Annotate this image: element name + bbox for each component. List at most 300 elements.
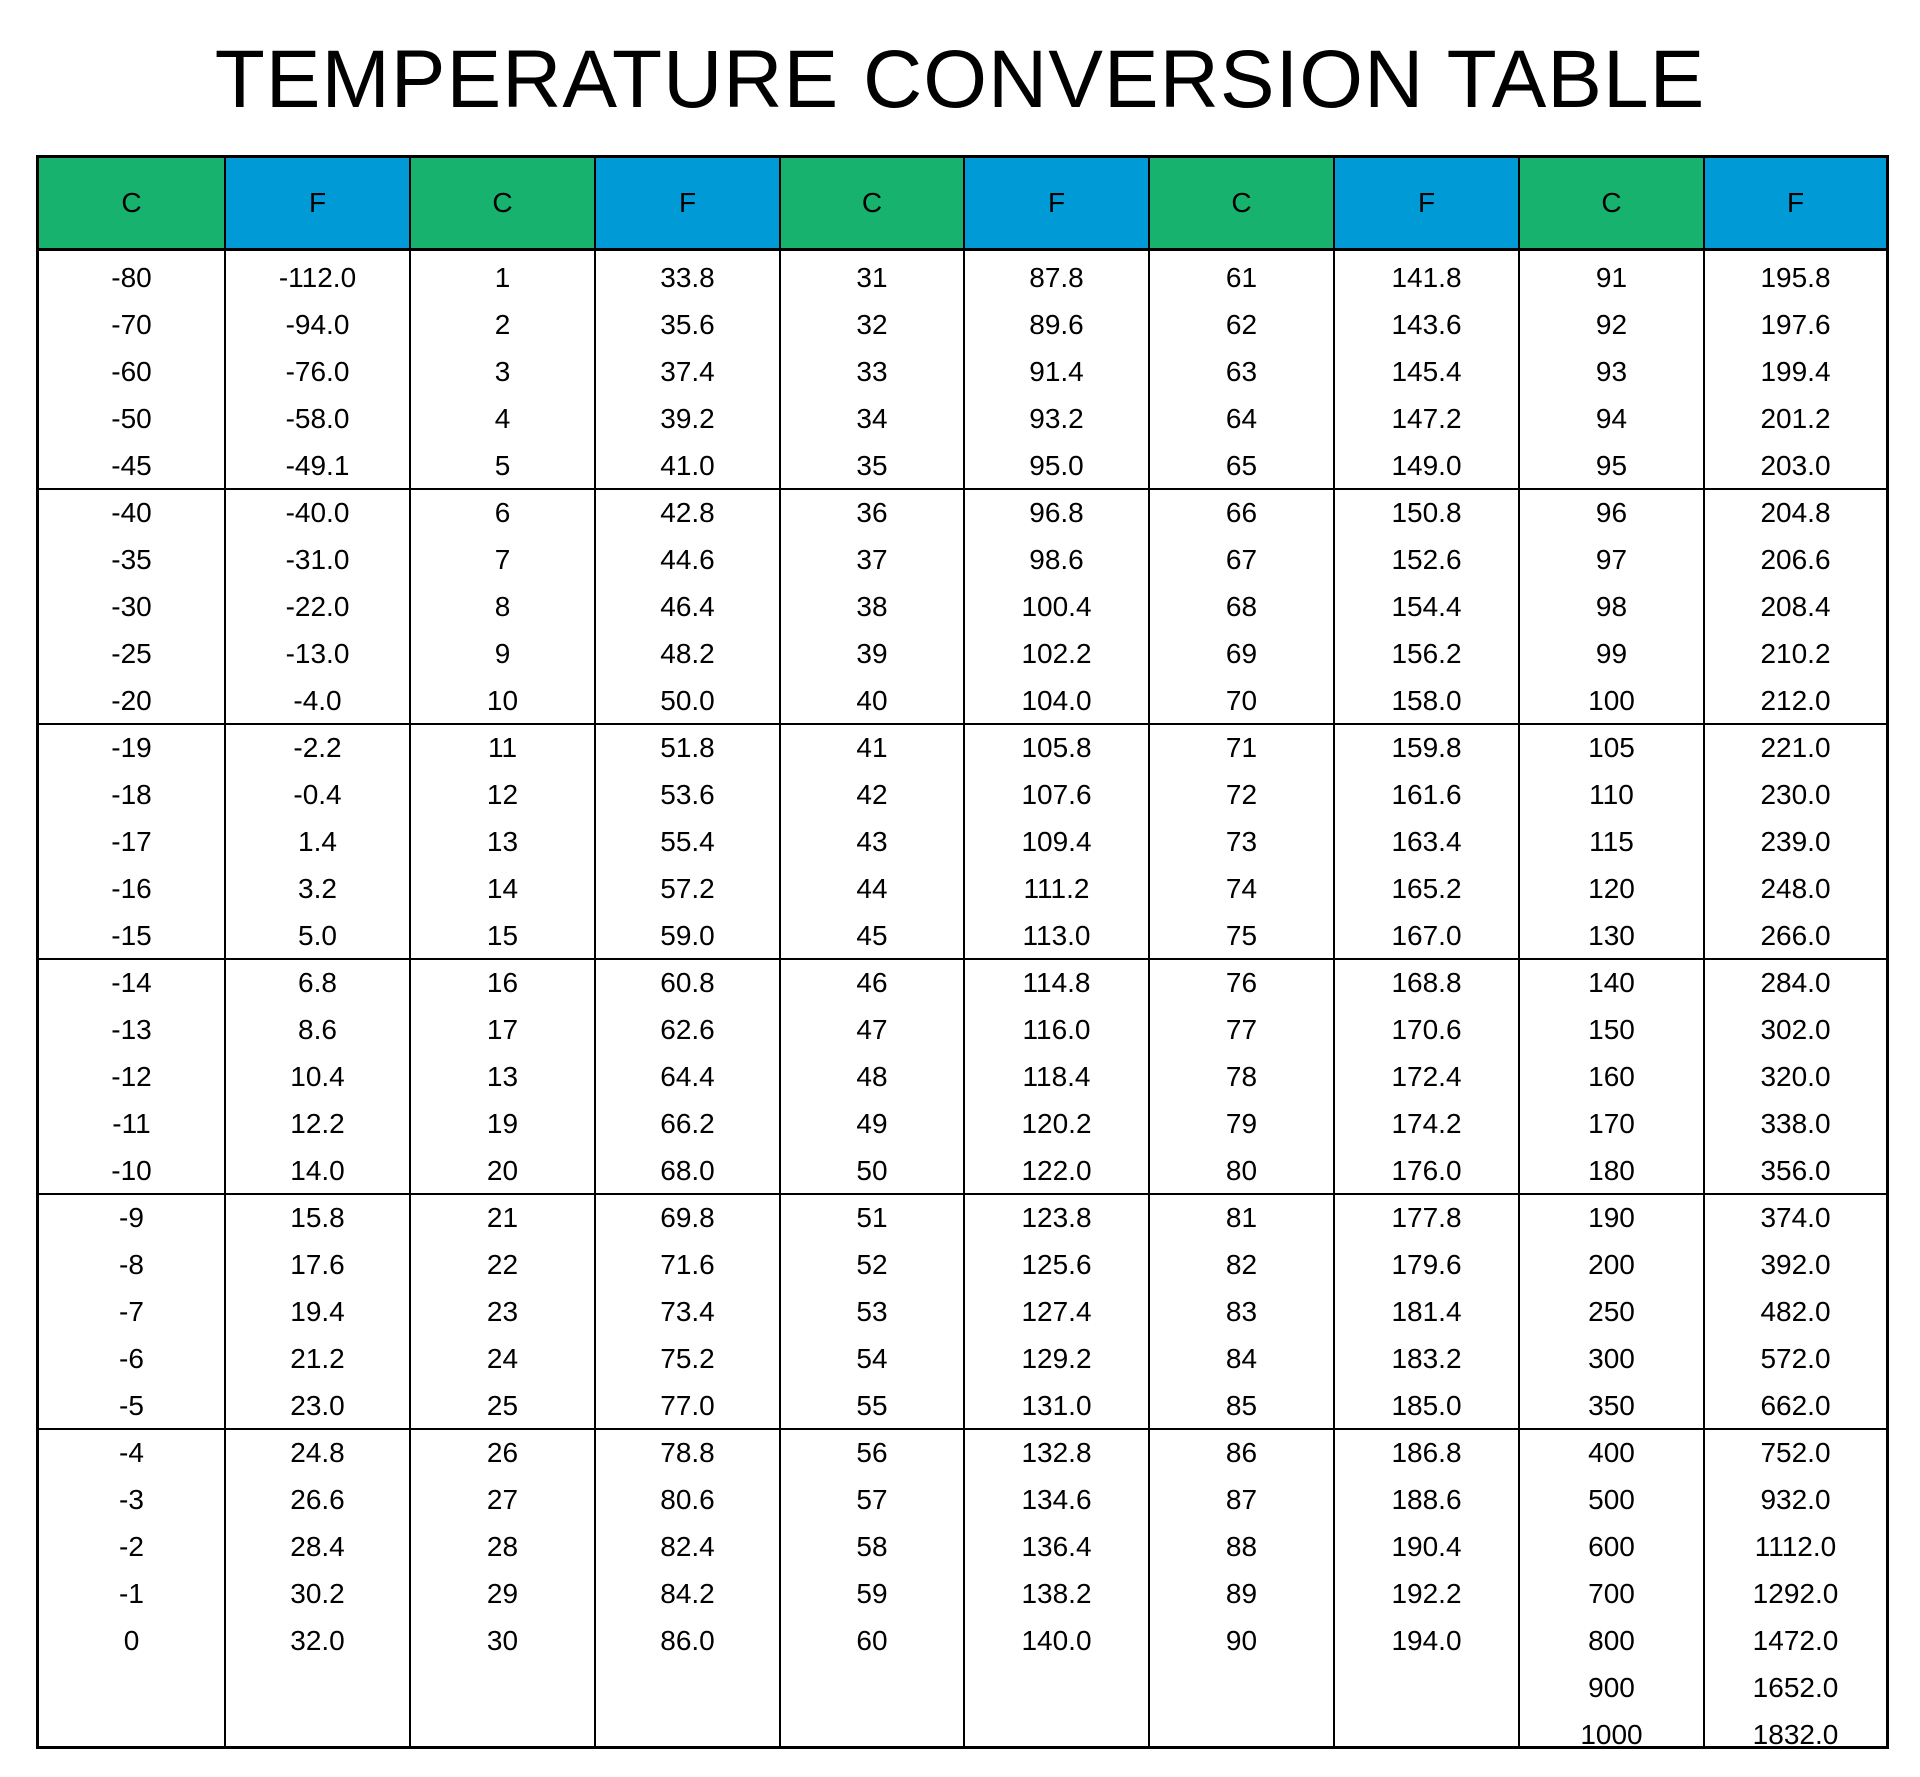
table-cell: 125.6 [1021, 1248, 1092, 1280]
table-cell: 62.6 [660, 1013, 715, 1045]
table-cell: 66.2 [660, 1107, 715, 1139]
table-cell: 27 [486, 1483, 519, 1515]
table-cell: 113.0 [1022, 919, 1091, 951]
table-cell: 1472.0 [1752, 1624, 1839, 1656]
table-cell: 239.0 [1760, 825, 1831, 857]
table-cell: 78 [1225, 1060, 1258, 1092]
table-cell: 160 [1588, 1060, 1635, 1092]
table-cell: -8 [119, 1248, 144, 1280]
table-cell: 180 [1588, 1154, 1635, 1186]
table-cell: 0 [123, 1624, 140, 1656]
table-cell [226, 1711, 409, 1758]
table-cell: 96 [1595, 496, 1628, 528]
table-cell: 19 [486, 1107, 519, 1139]
table-cell: 37.4 [660, 355, 715, 387]
table-cell: -94.0 [285, 308, 350, 340]
table-cell: 190.4 [1391, 1530, 1462, 1562]
table-cell: 1292.0 [1752, 1577, 1839, 1609]
table-cell: 32 [856, 308, 888, 340]
table-cell: 111.2 [1023, 872, 1090, 904]
table-cell: 53 [856, 1295, 888, 1327]
table-cell: 91 [1595, 261, 1628, 293]
table-cell: 66 [1225, 496, 1258, 528]
table-cell: 115 [1589, 825, 1634, 857]
table-cell: 84 [1225, 1342, 1258, 1374]
table-cell: 75.2 [660, 1342, 715, 1374]
table-cell: 47 [856, 1013, 888, 1045]
table-cell: 25 [486, 1389, 519, 1421]
table-cell: 50.0 [660, 684, 715, 716]
row-group-divider [39, 488, 1886, 490]
table-cell: 88 [1225, 1530, 1258, 1562]
table-cell: 60.8 [660, 966, 715, 998]
table-cell: 89.6 [1029, 308, 1084, 340]
table-cell: 64 [1225, 402, 1258, 434]
table-cell: 200 [1588, 1248, 1635, 1280]
row-group-divider [39, 1193, 1886, 1195]
table-cell: 46.4 [660, 590, 715, 622]
table-cell: 7 [494, 543, 511, 575]
table-cell: -20 [111, 684, 152, 716]
table-cell: 46 [856, 966, 888, 998]
table-cell: -112.0 [278, 261, 357, 293]
table-cell: 98.6 [1029, 543, 1084, 575]
table-cell: 350 [1588, 1389, 1635, 1421]
table-cell: 57 [856, 1483, 888, 1515]
table-cell: 116.0 [1022, 1013, 1091, 1045]
table-cell: 50 [856, 1154, 888, 1186]
table-cell: 167.0 [1391, 919, 1462, 951]
table-cell: 99 [1595, 637, 1628, 669]
table-cell: 89 [1225, 1577, 1258, 1609]
table-cell: 97 [1595, 543, 1628, 575]
table-cell: 212.0 [1760, 684, 1831, 716]
table-cell: 302.0 [1760, 1013, 1831, 1045]
table-cell: 154.4 [1391, 590, 1462, 622]
table-cell: 172.4 [1391, 1060, 1462, 1092]
table-cell: 43 [856, 825, 888, 857]
table-cell: 181.4 [1391, 1295, 1462, 1327]
table-cell: 82.4 [660, 1530, 715, 1562]
table-cell: 48 [856, 1060, 888, 1092]
table-cell: 28 [486, 1530, 519, 1562]
table-cell: 662.0 [1760, 1389, 1831, 1421]
table-column-celsius [39, 158, 224, 1746]
table-cell: 58 [856, 1530, 888, 1562]
table-cell: -13 [111, 1013, 152, 1045]
table-cell: 500 [1588, 1483, 1635, 1515]
table-cell: 34 [856, 402, 888, 434]
table-cell: 14 [486, 872, 519, 904]
table-cell: 78.8 [660, 1436, 715, 1468]
table-cell [226, 1664, 409, 1711]
table-cell: 15.8 [290, 1201, 345, 1233]
table-cell: 320.0 [1760, 1060, 1831, 1092]
table-cell: 60 [856, 1624, 888, 1656]
table-cell: 17 [486, 1013, 519, 1045]
table-cell: 12 [486, 778, 519, 810]
table-cell: 752.0 [1760, 1436, 1831, 1468]
table-column-celsius [779, 158, 963, 1746]
table-cell: 24 [486, 1342, 519, 1374]
table-cell: 6.8 [298, 966, 337, 998]
table-cell: 8.6 [298, 1013, 337, 1045]
table-cell: -19 [111, 731, 152, 763]
table-cell: -1 [119, 1577, 144, 1609]
table-cell: 92 [1595, 308, 1628, 340]
table-cell: 96.8 [1029, 496, 1084, 528]
column-header-celsius: C [781, 158, 963, 251]
table-cell: 800 [1588, 1624, 1635, 1656]
row-group-divider [39, 1428, 1886, 1430]
table-cell: 71.6 [660, 1248, 715, 1280]
table-cell: 110 [1589, 778, 1634, 810]
table-cell: -12 [111, 1060, 152, 1092]
column-header-celsius: C [1520, 158, 1703, 251]
table-cell: 51 [856, 1201, 888, 1233]
table-cell: 163.4 [1391, 825, 1462, 857]
table-cell: 177.8 [1391, 1201, 1462, 1233]
table-cell: 168.8 [1391, 966, 1462, 998]
table-cell: 1 [494, 261, 511, 293]
table-cell: 73 [1225, 825, 1258, 857]
table-cell: 37 [856, 543, 888, 575]
table-cell: 75 [1225, 919, 1258, 951]
table-cell: 95.0 [1029, 449, 1084, 481]
table-cell: 179.6 [1391, 1248, 1462, 1280]
table-cell: 5.0 [298, 919, 337, 951]
table-cell: -10 [111, 1154, 152, 1186]
table-cell: 21 [486, 1201, 519, 1233]
table-cell: 100.4 [1021, 590, 1092, 622]
table-cell: 63 [1225, 355, 1258, 387]
table-cell [1150, 1711, 1333, 1758]
table-cell: -60 [111, 355, 152, 387]
table-cell: 150.8 [1391, 496, 1462, 528]
table-cell: -35 [111, 543, 152, 575]
table-cell: 206.6 [1760, 543, 1831, 575]
table-cell: 2 [494, 308, 511, 340]
row-group-divider [39, 958, 1886, 960]
table-cell: 210.2 [1760, 637, 1831, 669]
table-cell: 230.0 [1760, 778, 1831, 810]
table-cell [781, 1711, 963, 1758]
table-cell: 41.0 [660, 449, 715, 481]
table-cell: 1652.0 [1752, 1671, 1839, 1703]
table-cell: 4 [494, 402, 511, 434]
table-cell: 55.4 [660, 825, 715, 857]
table-cell: 13 [486, 1060, 519, 1092]
table-cell: 134.6 [1021, 1483, 1092, 1515]
column-header-celsius: C [39, 158, 224, 251]
table-cell: 40 [856, 684, 888, 716]
table-cell: 12.2 [290, 1107, 345, 1139]
table-cell: 147.2 [1391, 402, 1462, 434]
page-title: TEMPERATURE CONVERSION TABLE [214, 34, 1706, 125]
table-cell [965, 1711, 1148, 1758]
table-cell: 145.4 [1391, 355, 1462, 387]
table-cell: 11 [487, 731, 518, 763]
table-cell: 65 [1225, 449, 1258, 481]
table-cell: 35 [856, 449, 888, 481]
table-cell: 51.8 [660, 731, 715, 763]
table-cell [596, 1664, 779, 1711]
table-cell: -14 [111, 966, 152, 998]
table-cell: 129.2 [1021, 1342, 1092, 1374]
table-cell: 600 [1588, 1530, 1635, 1562]
table-cell: 400 [1588, 1436, 1635, 1468]
table-cell: 338.0 [1760, 1107, 1831, 1139]
table-cell: 192.2 [1391, 1577, 1462, 1609]
table-cell: 38 [856, 590, 888, 622]
table-cell: 374.0 [1760, 1201, 1831, 1233]
table-cell: -0.4 [293, 778, 342, 810]
table-cell: 69 [1225, 637, 1258, 669]
table-cell: 284.0 [1760, 966, 1831, 998]
table-cell: -4 [119, 1436, 144, 1468]
table-cell: 24.8 [290, 1436, 345, 1468]
table-cell: 188.6 [1391, 1483, 1462, 1515]
table-cell: 44 [856, 872, 888, 904]
table-cell: 13 [486, 825, 519, 857]
table-cell: 26 [486, 1436, 519, 1468]
table-cell: 132.8 [1021, 1436, 1092, 1468]
table-cell: 190 [1588, 1201, 1635, 1233]
table-cell: 49 [856, 1107, 888, 1139]
table-cell: 39 [856, 637, 888, 669]
table-cell [781, 1664, 963, 1711]
table-cell: 114.8 [1022, 966, 1091, 998]
table-cell: 170.6 [1391, 1013, 1462, 1045]
table-cell: 104.0 [1021, 684, 1092, 716]
table-cell: 73.4 [660, 1295, 715, 1327]
table-cell: 141.8 [1391, 261, 1462, 293]
table-cell: 76 [1225, 966, 1258, 998]
table-cell: 22 [486, 1248, 519, 1280]
table-column-celsius [1148, 158, 1333, 1746]
table-cell: 86.0 [660, 1624, 715, 1656]
table-cell: -80 [111, 261, 152, 293]
table-cell: 21.2 [290, 1342, 345, 1374]
table-cell: 93.2 [1029, 402, 1084, 434]
table-cell: 85 [1225, 1389, 1258, 1421]
table-cell: 5 [494, 449, 511, 481]
table-cell: 77 [1225, 1013, 1258, 1045]
column-header-fahrenheit: F [1705, 158, 1886, 251]
table-cell: 29 [486, 1577, 519, 1609]
table-cell: 170 [1588, 1107, 1635, 1139]
table-cell: 19.4 [290, 1295, 345, 1327]
table-cell [411, 1664, 594, 1711]
table-cell: 1112.0 [1754, 1530, 1837, 1562]
table-cell: -7 [119, 1295, 144, 1327]
table-cell: -30 [111, 590, 152, 622]
table-cell: -40.0 [285, 496, 350, 528]
table-cell: 77.0 [660, 1389, 715, 1421]
table-cell: 100 [1588, 684, 1635, 716]
row-group-divider [39, 723, 1886, 725]
table-cell: 57.2 [660, 872, 715, 904]
table-cell: 35.6 [660, 308, 715, 340]
table-cell: -4.0 [293, 684, 342, 716]
table-cell: 33 [856, 355, 888, 387]
table-cell: 20 [486, 1154, 519, 1186]
table-cell: 10.4 [290, 1060, 345, 1092]
column-header-fahrenheit: F [596, 158, 779, 251]
table-cell: 26.6 [290, 1483, 345, 1515]
table-cell: 176.0 [1391, 1154, 1462, 1186]
table-cell: 266.0 [1760, 919, 1831, 951]
table-cell: 52 [856, 1248, 888, 1280]
table-cell: 932.0 [1760, 1483, 1831, 1515]
table-cell: 81 [1225, 1201, 1258, 1233]
table-cell [1335, 1664, 1518, 1711]
table-cell [39, 1711, 224, 1758]
table-cell: 72 [1225, 778, 1258, 810]
table-cell: 159.8 [1391, 731, 1462, 763]
table-cell: -18 [111, 778, 152, 810]
table-cell: 41 [856, 731, 888, 763]
table-cell [965, 1664, 1148, 1711]
table-cell: 186.8 [1391, 1436, 1462, 1468]
table-cell: 140.0 [1021, 1624, 1092, 1656]
table-cell: 80.6 [660, 1483, 715, 1515]
table-cell: 79 [1225, 1107, 1258, 1139]
table-cell: 68 [1225, 590, 1258, 622]
table-cell: 83 [1225, 1295, 1258, 1327]
table-cell: -31.0 [285, 543, 350, 575]
table-cell: 62 [1225, 308, 1258, 340]
table-cell: 900 [1588, 1671, 1635, 1703]
column-header-fahrenheit: F [1335, 158, 1518, 251]
table-cell: 82 [1225, 1248, 1258, 1280]
table-cell: 31 [856, 261, 888, 293]
table-cell: 149.0 [1391, 449, 1462, 481]
table-cell: 59.0 [660, 919, 715, 951]
table-cell: 42 [856, 778, 888, 810]
table-cell: 14.0 [290, 1154, 345, 1186]
table-cell: 185.0 [1391, 1389, 1462, 1421]
table-cell: 93 [1595, 355, 1628, 387]
conversion-table [36, 155, 1889, 1749]
table-cell: 107.6 [1021, 778, 1092, 810]
table-cell: -2 [119, 1530, 144, 1562]
table-cell: 59 [856, 1577, 888, 1609]
table-cell: 3 [494, 355, 511, 387]
table-cell: 183.2 [1391, 1342, 1462, 1374]
table-cell: 1000 [1580, 1718, 1643, 1750]
table-cell: 392.0 [1760, 1248, 1831, 1280]
column-header-celsius: C [411, 158, 594, 251]
table-cell: 33.8 [660, 261, 715, 293]
table-cell: 248.0 [1760, 872, 1831, 904]
table-cell: 158.0 [1391, 684, 1462, 716]
table-cell [1335, 1711, 1518, 1758]
table-cell: 8 [494, 590, 511, 622]
table-cell: -25 [111, 637, 152, 669]
table-cell: 70 [1225, 684, 1258, 716]
table-column-fahrenheit [594, 158, 779, 1746]
table-cell: 32.0 [290, 1624, 345, 1656]
table-cell: -15 [111, 919, 152, 951]
column-header-fahrenheit: F [226, 158, 409, 251]
table-column-celsius [409, 158, 594, 1746]
table-cell: 71 [1225, 731, 1258, 763]
table-cell: 201.2 [1760, 402, 1831, 434]
table-cell: -70 [111, 308, 152, 340]
table-cell: 1832.0 [1752, 1718, 1839, 1750]
table-cell: -6 [119, 1342, 144, 1374]
table-cell: 90 [1225, 1624, 1258, 1656]
table-cell: 131.0 [1021, 1389, 1092, 1421]
table-cell: 165.2 [1391, 872, 1462, 904]
table-cell: 42.8 [660, 496, 715, 528]
table-cell: 300 [1588, 1342, 1635, 1374]
table-cell: 356.0 [1760, 1154, 1831, 1186]
table-column-fahrenheit [1703, 158, 1886, 1750]
table-cell: 156.2 [1391, 637, 1462, 669]
table-cell: -3 [119, 1483, 144, 1515]
table-cell: -2.2 [293, 731, 342, 763]
table-cell: 130 [1588, 919, 1635, 951]
table-cell: 56 [856, 1436, 888, 1468]
table-cell: 10 [486, 684, 519, 716]
table-cell [1150, 1664, 1333, 1711]
table-cell: -45 [111, 449, 152, 481]
table-cell: 136.4 [1021, 1530, 1092, 1562]
table-cell: 208.4 [1760, 590, 1831, 622]
table-cell: 174.2 [1391, 1107, 1462, 1139]
table-cell: 120 [1588, 872, 1635, 904]
table-cell: 6 [494, 496, 511, 528]
table-cell: 1.4 [298, 825, 337, 857]
table-cell: 250 [1588, 1295, 1635, 1327]
table-cell: 105 [1588, 731, 1635, 763]
table-cell: 94 [1595, 402, 1628, 434]
table-cell: 68.0 [660, 1154, 715, 1186]
column-header-celsius: C [1150, 158, 1333, 251]
table-cell: -13.0 [285, 637, 350, 669]
table-cell: 118.4 [1022, 1060, 1091, 1092]
table-cell: -58.0 [285, 402, 350, 434]
table-cell: 150 [1588, 1013, 1635, 1045]
table-cell: 36 [856, 496, 888, 528]
table-cell: 3.2 [298, 872, 337, 904]
table-cell: 16 [486, 966, 519, 998]
table-cell: -5 [119, 1389, 144, 1421]
table-cell: 9 [494, 637, 511, 669]
table-cell: -50 [111, 402, 152, 434]
table-cell: 91.4 [1029, 355, 1084, 387]
table-cell: 54 [856, 1342, 888, 1374]
table-cell: 127.4 [1021, 1295, 1092, 1327]
table-cell: 74 [1225, 872, 1258, 904]
table-cell: 95 [1595, 449, 1628, 481]
table-cell: 122.0 [1021, 1154, 1092, 1186]
table-cell: 61 [1225, 261, 1258, 293]
table-cell: 161.6 [1391, 778, 1462, 810]
table-cell: 23.0 [290, 1389, 345, 1421]
table-cell: 23 [486, 1295, 519, 1327]
table-cell: 87 [1225, 1483, 1258, 1515]
table-cell: 55 [856, 1389, 888, 1421]
table-cell: 194.0 [1391, 1624, 1462, 1656]
table-cell: 143.6 [1391, 308, 1462, 340]
table-cell: 87.8 [1029, 261, 1084, 293]
table-cell: 45 [856, 919, 888, 951]
table-cell: 67 [1225, 543, 1258, 575]
table-column-fahrenheit [963, 158, 1148, 1746]
